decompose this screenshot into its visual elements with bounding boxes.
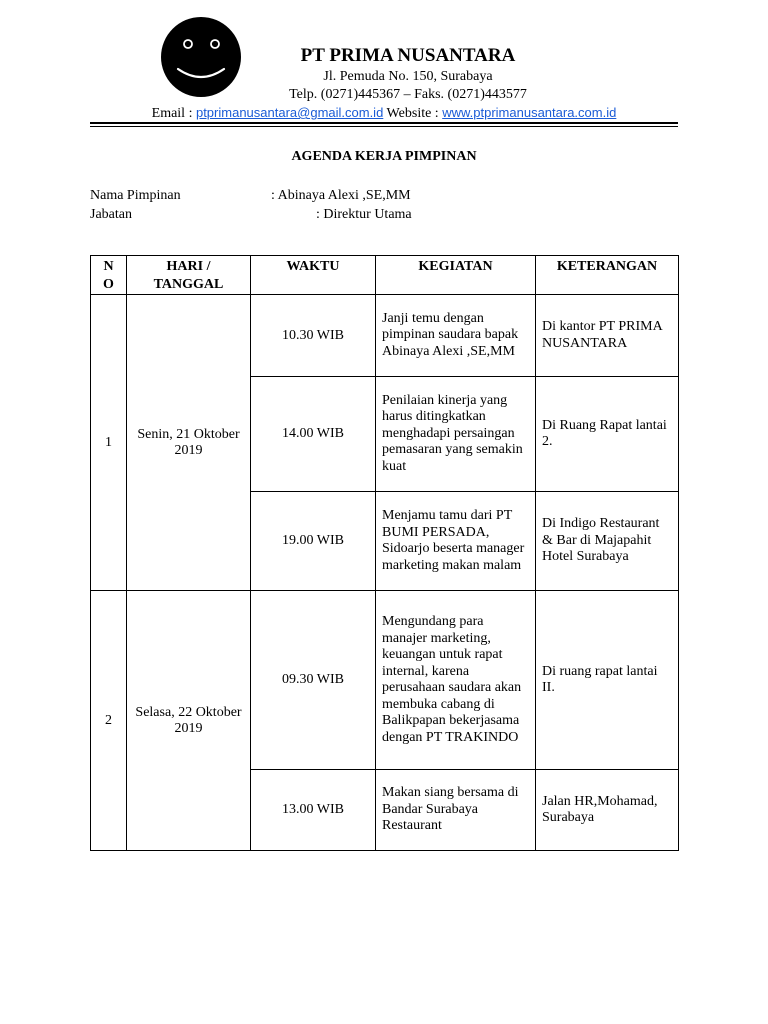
document-title: AGENDA KERJA PIMPINAN <box>291 149 477 164</box>
leader-name-value: : Abinaya Alexi ,SE,MM <box>271 188 411 203</box>
header-day-line1: HARI / <box>166 259 211 274</box>
table-row <box>91 591 679 770</box>
table-header-row <box>91 256 679 295</box>
leader-position-label: Jabatan <box>90 207 132 222</box>
company-name: PT PRIMA NUSANTARA <box>300 45 516 66</box>
email-link[interactable]: ptprimanusantara@gmail.com.id <box>195 105 384 120</box>
row-activity: Makan siang bersama di Bandar Surabaya Restaurant <box>376 770 536 851</box>
header-day-line2: TANGGAL <box>153 277 224 292</box>
company-phone-fax: Telp. (0271)445367 – Faks. (0271)443577 <box>289 87 527 102</box>
row-note: Di Ruang Rapat lantai 2. <box>536 377 679 492</box>
website-link[interactable]: www.ptprimanusantara.com.id <box>442 105 617 120</box>
website-label: Website : <box>383 106 443 121</box>
row-time: 09.30 WIB <box>251 591 376 770</box>
row-activity: Mengundang para manajer marketing, keuangan untuk rapat internal, karena perusahaan saudara akan membuka cabang di Balikpapan bekerjasama dengan PT TRAKINDO <box>376 591 536 770</box>
header-note: KETERANGAN <box>536 256 679 295</box>
row-activity: Penilaian kinerja yang harus ditingkatkan menghadapi persaingan pemasaran yang semakin kuat <box>376 377 536 492</box>
company-address: Jl. Pemuda No. 150, Surabaya <box>323 69 493 84</box>
email-label: Email : <box>151 106 196 121</box>
row-date: Selasa, 22 Oktober 2019 <box>127 591 251 851</box>
header-no <box>91 256 127 295</box>
row-time: 10.30 WIB <box>251 295 376 377</box>
row-activity: Janji temu dengan pimpinan saudara bapak Abinaya Alexi ,SE,MM <box>376 295 536 377</box>
leader-name-label: Nama Pimpinan <box>90 188 181 203</box>
header-day-date <box>127 256 251 295</box>
row-number: 1 <box>91 295 127 591</box>
row-note: Jalan HR,Mohamad, Surabaya <box>536 770 679 851</box>
letterhead <box>90 44 678 123</box>
company-contact <box>90 104 678 123</box>
header-no-line1: N <box>103 259 114 274</box>
row-note: Di Indigo Restaurant & Bar di Majapahit Hotel Surabaya <box>536 492 679 591</box>
header-activity: KEGIATAN <box>376 256 536 295</box>
row-number: 2 <box>91 591 127 851</box>
leader-position-value: : Direktur Utama <box>316 207 412 222</box>
header-divider-thin <box>90 126 678 127</box>
row-time: 19.00 WIB <box>251 492 376 591</box>
header-no-line2: O <box>103 277 114 292</box>
header-time: WAKTU <box>251 256 376 295</box>
row-activity: Menjamu tamu dari PT BUMI PERSADA, Sidoarjo beserta manager marketing makan malam <box>376 492 536 591</box>
table-row <box>91 295 679 377</box>
row-date: Senin, 21 Oktober 2019 <box>127 295 251 591</box>
agenda-table <box>90 255 679 851</box>
row-time: 14.00 WIB <box>251 377 376 492</box>
row-note: Di kantor PT PRIMA NUSANTARA <box>536 295 679 377</box>
row-time: 13.00 WIB <box>251 770 376 851</box>
header-divider-thick <box>90 122 678 124</box>
row-note: Di ruang rapat lantai II. <box>536 591 679 770</box>
